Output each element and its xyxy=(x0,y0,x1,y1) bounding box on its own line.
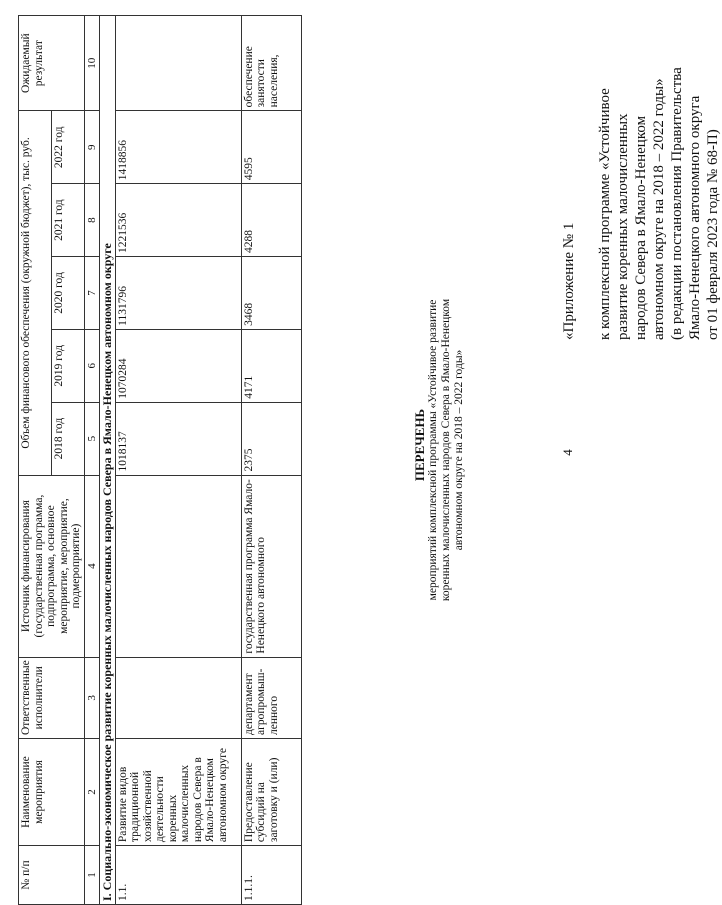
row-value-2021: 4288 xyxy=(241,184,301,257)
row-value-2020: 3468 xyxy=(241,257,301,330)
appendix-line: Ямало-Ненецкого автономного округа xyxy=(687,95,703,340)
column-number: 5 xyxy=(84,402,100,475)
column-number: 6 xyxy=(84,329,100,402)
row-value-2022: 4595 xyxy=(241,111,301,184)
column-number: 10 xyxy=(84,16,100,111)
column-number: 4 xyxy=(84,475,100,657)
header-executors: Ответственные исполнители xyxy=(19,657,85,738)
column-number: 9 xyxy=(84,111,100,184)
measures-table xyxy=(18,15,302,905)
appendix-line: (в редакции постановления Правительства xyxy=(669,67,685,340)
row-value-2018: 1018137 xyxy=(115,402,241,475)
appendix-line: от 01 февраля 2023 года № 68-П) xyxy=(705,129,721,340)
header-no: № п/п xyxy=(19,846,85,905)
subtitle-line: автономном округе на 2018 – 2022 годы» xyxy=(453,349,465,551)
header-year-2020: 2020 год xyxy=(51,257,84,330)
row-value-2020: 1131796 xyxy=(115,257,241,330)
column-number: 2 xyxy=(84,739,100,846)
header-year-2022: 2022 год xyxy=(51,111,84,184)
column-numbers-row xyxy=(84,16,100,905)
section-title: I. Социально-экономическое развитие коренных малочисленных народов Севера в Ямало-Ненецком автономном округе xyxy=(100,16,116,905)
column-number: 8 xyxy=(84,184,100,257)
document-title: ПЕРЕЧЕНЬ xyxy=(412,408,427,482)
column-number: 7 xyxy=(84,257,100,330)
row-value-2019: 1070284 xyxy=(115,329,241,402)
section-row xyxy=(100,16,116,905)
appendix-line: развитие коренных малочисленных xyxy=(615,113,631,340)
row-value-2019: 4171 xyxy=(241,329,301,402)
row-executor: департамент агропромыш-ленного xyxy=(241,657,301,738)
header-year-2019: 2019 год xyxy=(51,329,84,402)
appendix-block xyxy=(560,67,722,340)
table-row xyxy=(241,16,301,905)
row-result: обеспечение занятости населения, xyxy=(241,16,301,111)
header-year-2021: 2021 год xyxy=(51,184,84,257)
appendix-line: автономном округе на 2018 – 2022 годы» xyxy=(651,78,667,340)
header-funding: Объем финансового обеспечения (окружной бюджет), тыс. руб. xyxy=(19,111,52,475)
header-year-2018: 2018 год xyxy=(51,402,84,475)
row-number: 1.1. xyxy=(115,846,241,905)
appendix-title: «Приложение № 1 xyxy=(561,222,577,340)
row-executor xyxy=(115,657,241,738)
column-number: 3 xyxy=(84,657,100,738)
row-number: 1.1.1. xyxy=(241,846,301,905)
table-row xyxy=(115,16,241,905)
row-name: Развитие видов традиционной хозяйственной деятельности коренных малочисленных народов Севера в Ямало-Ненецком автономном округе xyxy=(115,739,241,846)
header-source: Источник финансирования (государственная программа, подпрограмма, основное мероприятие, мероприятие, подмероприятие) xyxy=(19,475,85,657)
header-name: Наименование мероприятия xyxy=(19,739,85,846)
document-subtitle xyxy=(427,265,466,635)
appendix-line: народов Севера в Ямало-Ненецком xyxy=(633,115,649,340)
header-result: Ожидаемый результат xyxy=(19,16,85,111)
subtitle-line: коренных малочисленных народов Севера в Ямало-Ненецком xyxy=(440,298,452,602)
row-value-2018: 2375 xyxy=(241,402,301,475)
row-value-2021: 1221536 xyxy=(115,184,241,257)
row-result xyxy=(115,16,241,111)
page-number: 4 xyxy=(560,449,575,456)
row-source xyxy=(115,475,241,657)
column-number: 1 xyxy=(84,846,100,905)
subtitle-line: мероприятий комплексной программы «Устойчивое развитие xyxy=(427,299,439,601)
row-value-2022: 1418856 xyxy=(115,111,241,184)
appendix-line: к комплексной программе «Устойчивое xyxy=(597,88,613,340)
row-name: Предоставление субсидий на заготовку и (или) xyxy=(241,739,301,846)
row-source: государственная программа Ямало-Ненецкого автономного xyxy=(241,475,301,657)
